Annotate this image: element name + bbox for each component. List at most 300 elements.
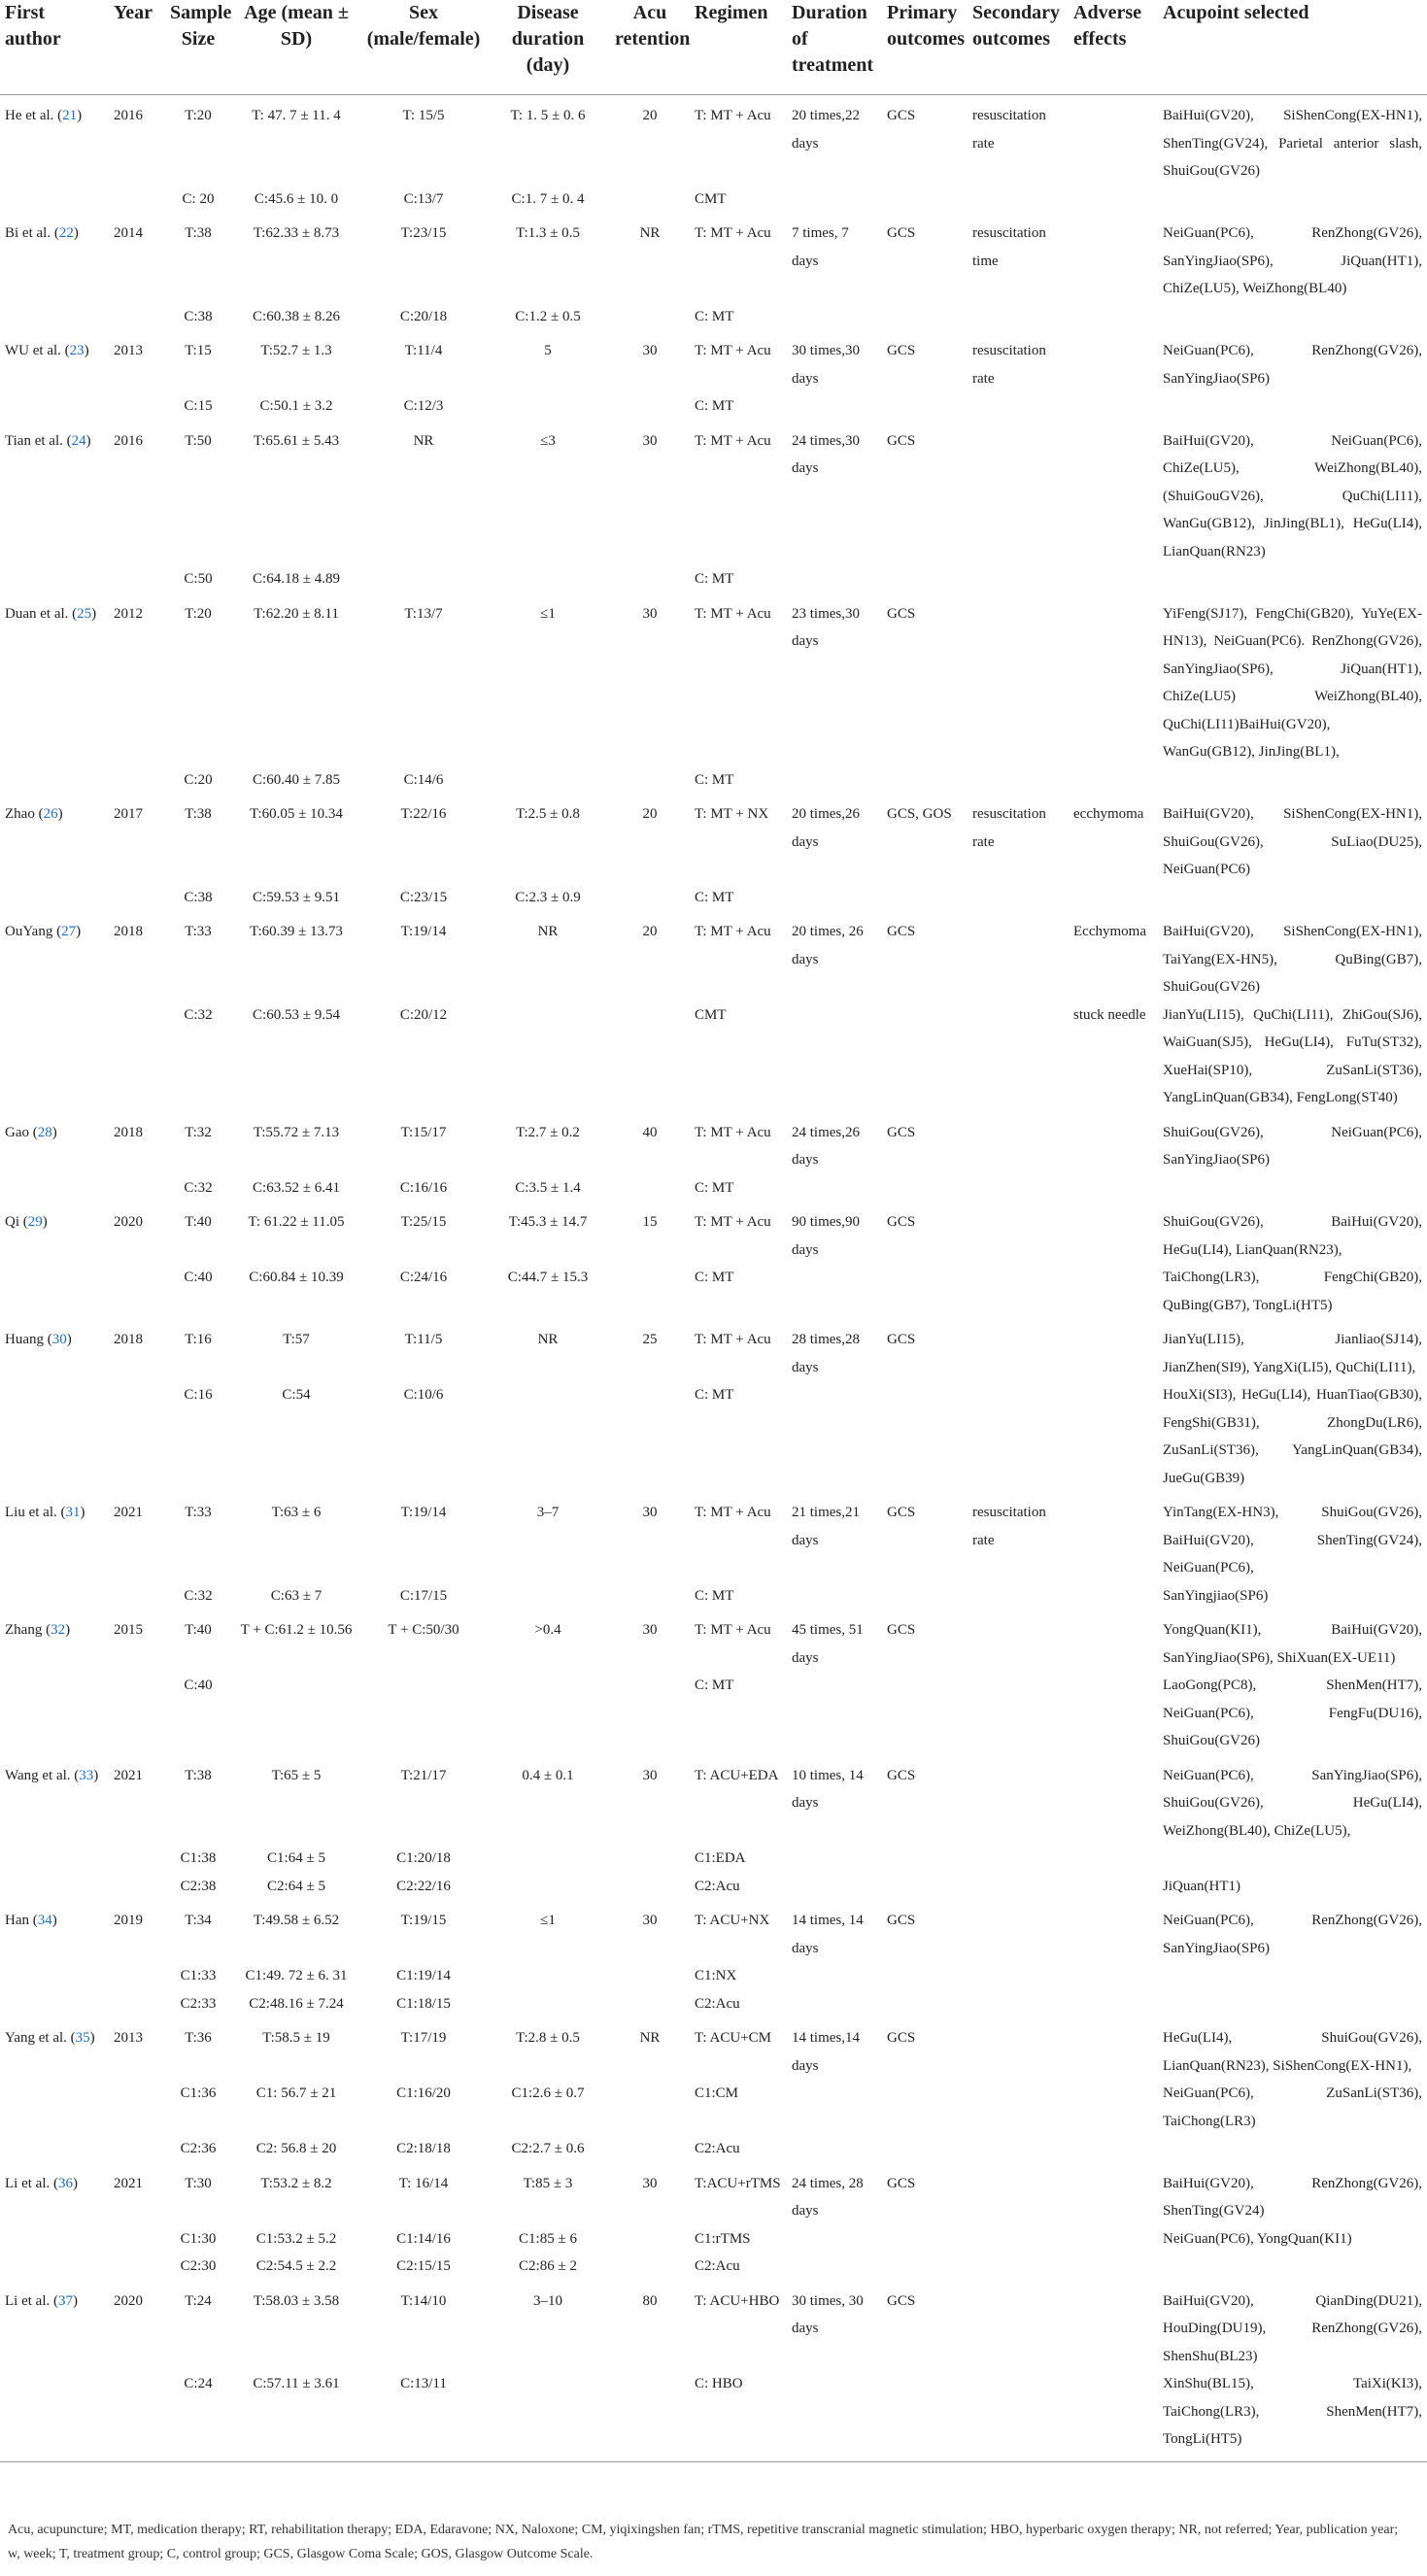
first-author-cell: [0, 1381, 109, 1492]
duration-treatment-cell: [787, 1873, 882, 1901]
duration-treatment-cell: [787, 186, 882, 214]
table-row: [0, 330, 1427, 392]
reference-link[interactable]: 22: [58, 225, 74, 241]
secondary-outcomes-cell: [968, 1381, 1069, 1492]
reference-link[interactable]: 25: [77, 605, 92, 622]
author-name: Li et al. (: [5, 2292, 58, 2309]
reference-link[interactable]: 35: [75, 2030, 90, 2046]
regimen-cell: T: MT + Acu: [695, 1622, 771, 1638]
sample-size-cell: T:20: [185, 605, 212, 622]
secondary-outcomes-cell: resuscitation rate: [972, 343, 1046, 387]
primary-outcomes-cell: GCS: [887, 1124, 916, 1140]
age-cell: [231, 1672, 361, 1755]
acu-retention-cell: [610, 2080, 690, 2135]
author-suffix: ): [85, 432, 91, 449]
age-cell: T:60.05 ± 10.34: [250, 806, 343, 822]
secondary-outcomes-cell: [968, 911, 1069, 1001]
author-name: OuYang (: [5, 924, 62, 939]
year-cell: [109, 1264, 165, 1319]
adverse-effects-cell: [1069, 1492, 1158, 1582]
duration-treatment-cell: 20 times,22 days: [792, 108, 860, 152]
adverse-effects-cell: [1069, 1202, 1158, 1264]
duration-treatment-cell: [787, 766, 882, 795]
sample-size-cell: T:33: [185, 924, 212, 939]
adverse-effects-cell: [1069, 1962, 1158, 1990]
reference-link[interactable]: 37: [57, 2292, 73, 2309]
sex-cell: C:16/16: [399, 1179, 448, 1196]
age-cell: C2:54.5 ± 2.2: [255, 2258, 337, 2274]
year-cell: [109, 1873, 165, 1901]
sex-cell: C:12/3: [403, 398, 444, 414]
sex-cell: C1:14/16: [396, 2230, 451, 2247]
adverse-effects-cell: [1069, 593, 1158, 766]
table-row: [0, 1492, 1427, 1582]
acupoints-cell: BaiHui(GV20), SiShenCong(EX-HN1), ShenTing(GV24), Parietal anterior slash, ShuiGou(GV26): [1163, 108, 1422, 179]
table-row: [0, 2135, 1427, 2163]
author-name: Qi (: [5, 1214, 28, 1230]
table-row: [0, 1900, 1427, 1962]
sex-cell: T:25/15: [400, 1214, 447, 1230]
column-header: Secondary outcomes: [968, 0, 1069, 95]
sample-size-cell: T:38: [185, 1767, 212, 1783]
table-row: [0, 1319, 1427, 1381]
reference-link[interactable]: 30: [51, 1332, 67, 1347]
reference-link[interactable]: 23: [69, 343, 85, 358]
author-name: Tian et al. (: [5, 432, 72, 449]
first-author-cell: [0, 2281, 109, 2371]
regimen-cell: C1:CM: [695, 2085, 739, 2101]
table-row: [0, 1990, 1427, 2018]
adverse-effects-cell: [1069, 1610, 1158, 1672]
regimen-cell: T: ACU+CM: [695, 2030, 771, 2046]
duration-treatment-cell: [787, 1990, 882, 2018]
column-header: Primary outcomes: [882, 0, 968, 95]
disease-duration-cell: T:2.5 ± 0.8: [516, 806, 580, 822]
secondary-outcomes-cell: [968, 1873, 1069, 1901]
acu-retention-cell: [610, 1990, 690, 2018]
duration-treatment-cell: 14 times,14 days: [792, 2030, 860, 2074]
disease-duration-cell: 3–7: [536, 1505, 560, 1520]
first-author-cell: [0, 1174, 109, 1203]
acu-retention-cell: [610, 2370, 690, 2461]
acu-retention-cell: NR: [639, 2030, 661, 2046]
disease-duration-cell: T:45.3 ± 14.7: [508, 1214, 588, 1230]
disease-duration-cell: T:1.3 ± 0.5: [516, 225, 580, 241]
author-name: Wang et al. (: [5, 1767, 80, 1783]
adverse-effects-cell: [1069, 421, 1158, 566]
first-author-cell: [0, 2253, 109, 2281]
duration-treatment-cell: [787, 1174, 882, 1203]
adverse-effects-cell: [1069, 884, 1158, 912]
adverse-effects-cell: [1069, 2080, 1158, 2135]
table-footnote: Acu, acupuncture; MT, medication therapy; RT, rehabilitation therapy; EDA, Edaravone; NX, Naloxone; CM, yiqixingshen fan; rTMS, repetitive transcranial magnetic stimulation; HBO, hyperbaric oxygen therapy; NR, not referred; Year, publication year; w, week; T, treatment group; C, control group; GCS, Glasgow Coma Scale; GOS, Glasgow Outcome Scale.: [8, 2523, 1399, 2561]
regimen-cell: T: MT + Acu: [695, 225, 771, 241]
age-cell: T + C:61.2 ± 10.56: [240, 1622, 353, 1638]
reference-link[interactable]: 21: [62, 108, 78, 123]
year-cell: 2018: [114, 1124, 143, 1140]
disease-duration-cell: C1:85 ± 6: [519, 2230, 577, 2247]
regimen-cell: C: MT: [695, 1387, 734, 1403]
acu-retention-cell: [610, 1845, 690, 1873]
sample-size-cell: C2:38: [180, 1878, 217, 1894]
adverse-effects-cell: [1069, 766, 1158, 795]
first-author-cell: [0, 2017, 109, 2080]
primary-outcomes-cell: GCS: [887, 432, 916, 449]
sex-cell: T:17/19: [400, 2030, 447, 2046]
duration-treatment-cell: 24 times,26 days: [792, 1124, 860, 1168]
sex-cell: C:24/16: [399, 1270, 448, 1285]
acu-retention-cell: [610, 1582, 690, 1610]
table-row: [0, 766, 1427, 795]
disease-duration-cell: [486, 766, 610, 795]
acupoints-cell: [1158, 392, 1427, 421]
sex-cell: T:23/15: [400, 225, 447, 241]
regimen-cell: C: HBO: [690, 2370, 787, 2461]
table-row: [0, 1202, 1427, 1264]
reference-link[interactable]: 31: [65, 1505, 81, 1520]
regimen-cell: C: MT: [695, 1270, 734, 1285]
adverse-effects-cell: [1069, 1319, 1158, 1381]
first-author-cell: [0, 1582, 109, 1610]
year-cell: 2021: [114, 1505, 143, 1520]
first-author-cell: [0, 1990, 109, 2018]
duration-treatment-cell: 30 times,30 days: [792, 343, 860, 387]
adverse-effects-cell: [1069, 1755, 1158, 1846]
sample-size-cell: T:40: [185, 1622, 212, 1638]
adverse-effects-cell: [1069, 186, 1158, 214]
disease-duration-cell: ≤3: [540, 432, 556, 449]
reference-link[interactable]: 34: [37, 1913, 52, 1928]
secondary-outcomes-cell: [968, 303, 1069, 331]
column-header: Sex (male/female): [361, 0, 486, 95]
year-cell: [109, 1962, 165, 1990]
age-cell: T:52.7 ± 1.3: [260, 343, 332, 358]
acupoints-cell: [1158, 565, 1427, 593]
regimen-cell: C1:rTMS: [695, 2230, 751, 2247]
disease-duration-cell: [486, 1873, 610, 1901]
adverse-effects-cell: ecchymoma: [1073, 806, 1144, 822]
acu-retention-cell: 30: [642, 1622, 658, 1638]
reference-link[interactable]: 32: [51, 1622, 66, 1638]
acupoints-cell: YiFeng(SJ17), FengChi(GB20), YuYe(EX-HN13), NeiGuan(PC6). RenZhong(GV26), SanYingJiao(SP6), JiQuan(HT1), ChiZe(LU5) WeiZhong(BL40), QuChi(LI11)BaiHui(GV20), WanGu(GB12), JinJing(BL1),: [1163, 605, 1422, 760]
primary-outcomes-cell: [882, 392, 968, 421]
sample-size-cell: T:20: [185, 108, 212, 123]
duration-treatment-cell: 90 times,90 days: [792, 1214, 860, 1258]
sex-cell: T:19/15: [400, 1913, 447, 1928]
table-row: [0, 392, 1427, 421]
secondary-outcomes-cell: [968, 1582, 1069, 1610]
column-header: Year: [109, 0, 165, 95]
duration-treatment-cell: [787, 1962, 882, 1990]
reference-link[interactable]: 24: [71, 432, 86, 449]
regimen-cell: T: ACU+EDA: [695, 1767, 779, 1783]
first-author-cell: [0, 1845, 109, 1873]
first-author-cell: [0, 213, 109, 303]
regimen-cell: T: ACU+HBO: [695, 2292, 780, 2309]
sex-cell: T: 15/5: [402, 108, 445, 123]
primary-outcomes-cell: [882, 1990, 968, 2018]
primary-outcomes-cell: GCS: [887, 2030, 916, 2046]
year-cell: [109, 2225, 165, 2254]
adverse-effects-cell: [1069, 2017, 1158, 2080]
secondary-outcomes-cell: [968, 2253, 1069, 2281]
year-cell: [109, 186, 165, 214]
first-author-cell: [0, 1962, 109, 1990]
year-cell: 2013: [114, 343, 143, 358]
primary-outcomes-cell: [882, 2225, 968, 2254]
year-cell: 2016: [114, 108, 143, 123]
reference-link[interactable]: 33: [79, 1767, 94, 1783]
acu-retention-cell: 30: [642, 1767, 658, 1783]
primary-outcomes-cell: GCS: [887, 343, 916, 358]
adverse-effects-cell: [1069, 2253, 1158, 2281]
secondary-outcomes-cell: [968, 1610, 1069, 1672]
table-row: [0, 421, 1427, 566]
acupoints-cell: BaiHui(GV20), NeiGuan(PC6), ChiZe(LU5), WeiZhong(BL40), (ShuiGouGV26), QuChi(LI11), WanGu(GB12), JinJing(BL1), HeGu(LI4), LianQuan(RN23): [1163, 432, 1422, 559]
author-suffix: ): [51, 1124, 57, 1140]
age-cell: C:45.6 ± 10. 0: [254, 190, 339, 207]
first-author-cell: [0, 884, 109, 912]
author-name: Zhao (: [5, 806, 44, 822]
table-row: [0, 1873, 1427, 1901]
first-author-cell: [0, 1319, 109, 1381]
reference-link[interactable]: 28: [37, 1124, 52, 1140]
sex-cell: T:13/7: [404, 605, 443, 622]
sex-cell: [361, 565, 486, 593]
acupoints-cell: JianYu(LI15), Jianliao(SJ14), JianZhen(SI9), YangXi(LI5), QuChi(LI11),: [1163, 1332, 1422, 1375]
regimen-cell: T: MT + Acu: [695, 1332, 771, 1347]
acu-retention-cell: [610, 186, 690, 214]
duration-treatment-cell: [787, 2135, 882, 2163]
duration-treatment-cell: 24 times, 28 days: [792, 2175, 864, 2219]
regimen-cell: T: MT + Acu: [695, 1214, 771, 1230]
secondary-outcomes-cell: [968, 186, 1069, 214]
sample-size-cell: T:34: [185, 1913, 212, 1928]
acupoints-cell: ShuiGou(GV26), BaiHui(GV20), HeGu(LI4), LianQuan(RN23),: [1163, 1214, 1422, 1258]
regimen-cell: C: MT: [695, 1678, 734, 1693]
adverse-effects-cell: [1069, 1900, 1158, 1962]
author-name: WU et al. (: [5, 343, 70, 358]
year-cell: [109, 1672, 165, 1755]
sample-size-cell: T:32: [185, 1124, 212, 1140]
age-cell: T:57: [283, 1332, 310, 1347]
year-cell: 2020: [114, 1214, 143, 1230]
age-cell: T:65 ± 5: [271, 1767, 322, 1783]
first-author-cell: [0, 911, 109, 1001]
secondary-outcomes-cell: [968, 2370, 1069, 2461]
sample-size-cell: C:32: [184, 1587, 213, 1604]
primary-outcomes-cell: GCS: [887, 1505, 916, 1520]
disease-duration-cell: [486, 1990, 610, 2018]
primary-outcomes-cell: GCS: [887, 225, 916, 241]
sex-cell: T:21/17: [400, 1767, 447, 1783]
secondary-outcomes-cell: resuscitation time: [972, 225, 1046, 269]
primary-outcomes-cell: [882, 1672, 968, 1755]
primary-outcomes-cell: [882, 1582, 968, 1610]
sample-size-cell: T:40: [185, 1214, 212, 1230]
primary-outcomes-cell: [882, 1174, 968, 1203]
duration-treatment-cell: 7 times, 7 days: [792, 225, 849, 269]
acu-retention-cell: 30: [642, 1505, 658, 1520]
acupoints-cell: [1158, 1845, 1427, 1873]
table-row: [0, 2253, 1427, 2281]
secondary-outcomes-cell: [968, 1001, 1069, 1112]
sex-cell: T:14/10: [400, 2292, 447, 2309]
primary-outcomes-cell: [882, 2370, 968, 2461]
sex-cell: C1:19/14: [396, 1968, 451, 1983]
sample-size-cell: T:50: [185, 432, 212, 449]
primary-outcomes-cell: GCS: [887, 108, 916, 123]
year-cell: [109, 1845, 165, 1873]
primary-outcomes-cell: [882, 1381, 968, 1492]
acupoints-cell: [1158, 2253, 1427, 2281]
reference-link[interactable]: 29: [27, 1214, 43, 1230]
table-row: [0, 884, 1427, 912]
secondary-outcomes-cell: [968, 884, 1069, 912]
table-row: [0, 2225, 1427, 2254]
adverse-effects-cell: [1069, 2370, 1158, 2461]
disease-duration-cell: 0.4 ± 0.1: [522, 1767, 574, 1783]
acu-retention-cell: [610, 1001, 690, 1112]
age-cell: C1:53.2 ± 5.2: [255, 2230, 337, 2247]
first-author-cell: [0, 794, 109, 884]
duration-treatment-cell: [787, 1381, 882, 1492]
adverse-effects-cell: [1069, 95, 1158, 186]
duration-treatment-cell: [787, 565, 882, 593]
primary-outcomes-cell: GCS: [887, 1913, 916, 1928]
disease-duration-cell: C2:2.7 ± 0.6: [511, 2141, 585, 2156]
acupoints-cell: HeGu(LI4), ShuiGou(GV26), LianQuan(RN23), SiShenCong(EX-HN1),: [1163, 2030, 1422, 2074]
regimen-cell: C: MT: [695, 571, 734, 587]
acu-retention-cell: [610, 1873, 690, 1901]
disease-duration-cell: T:2.8 ± 0.5: [516, 2030, 580, 2046]
disease-duration-cell: [486, 1001, 610, 1112]
disease-duration-cell: ≤1: [540, 1913, 556, 1928]
sex-cell: NR: [413, 432, 434, 449]
primary-outcomes-cell: GCS: [887, 1767, 916, 1783]
duration-treatment-cell: 30 times, 30 days: [792, 2292, 864, 2336]
acupoints-cell: YongQuan(KI1), BaiHui(GV20), SanYingJiao(SP6), ShiXuan(EX-UE11): [1163, 1622, 1422, 1666]
author-name: Zhang (: [5, 1622, 51, 1638]
sample-size-cell: C2:30: [180, 2258, 217, 2274]
year-cell: 2021: [114, 1767, 143, 1783]
disease-duration-cell: 5: [544, 343, 552, 358]
disease-duration-cell: [486, 1381, 610, 1492]
acu-retention-cell: [610, 392, 690, 421]
acupoints-cell: [1158, 766, 1427, 795]
adverse-effects-cell: [1069, 1672, 1158, 1755]
disease-duration-cell: [486, 2370, 610, 2461]
age-cell: C1:49. 72 ± 6. 31: [245, 1968, 348, 1983]
adverse-effects-cell: [1069, 1381, 1158, 1492]
duration-treatment-cell: [787, 2225, 882, 2254]
primary-outcomes-cell: [882, 2253, 968, 2281]
age-cell: T:65.61 ± 5.43: [253, 432, 340, 449]
first-author-cell: [0, 2370, 109, 2461]
first-author-cell: [0, 1873, 109, 1901]
age-cell: C:54: [282, 1387, 311, 1403]
acu-retention-cell: 40: [642, 1124, 658, 1140]
sex-cell: C1:18/15: [396, 1995, 451, 2012]
regimen-cell: T: MT + Acu: [695, 605, 771, 622]
column-header: Regimen: [690, 0, 787, 95]
primary-outcomes-cell: [882, 2135, 968, 2163]
age-cell: C:59.53 ± 9.51: [253, 889, 340, 905]
author-suffix: ): [42, 1214, 48, 1230]
acupoints-cell: [1158, 303, 1427, 331]
column-header: Acu retention: [610, 0, 690, 95]
acupoints-cell: JiQuan(HT1): [1163, 1878, 1240, 1894]
reference-link[interactable]: 26: [43, 806, 58, 822]
first-author-cell: [0, 1112, 109, 1174]
primary-outcomes-cell: [882, 1873, 968, 1901]
table-row: [0, 565, 1427, 593]
first-author-cell: [0, 2080, 109, 2135]
disease-duration-cell: T: 1. 5 ± 0. 6: [510, 108, 586, 123]
sample-size-cell: T:30: [185, 2175, 212, 2191]
sample-size-cell: C:20: [184, 771, 213, 788]
sample-size-cell: T:16: [185, 1332, 212, 1347]
table-row: [0, 2017, 1427, 2080]
author-name: Yang et al. (: [5, 2030, 76, 2046]
acu-retention-cell: [610, 1264, 690, 1319]
sample-size-cell: C:32: [184, 1179, 213, 1196]
column-header: Disease duration (day): [486, 0, 610, 95]
first-author-cell: [0, 392, 109, 421]
table-row: [0, 2080, 1427, 2135]
sample-size-cell: C1:38: [180, 1850, 217, 1866]
acu-retention-cell: [610, 303, 690, 331]
acu-retention-cell: 20: [642, 806, 658, 822]
primary-outcomes-cell: [882, 1962, 968, 1990]
year-cell: [109, 2253, 165, 2281]
year-cell: 2020: [114, 2292, 143, 2309]
age-cell: T:53.2 ± 8.2: [260, 2175, 332, 2191]
age-cell: T:55.72 ± 7.13: [253, 1124, 340, 1140]
duration-treatment-cell: [787, 1264, 882, 1319]
acupoints-cell: TaiChong(LR3), FengChi(GB20), QuBing(GB7), TongLi(HT5): [1163, 1270, 1422, 1313]
sex-cell: T:15/17: [400, 1124, 447, 1140]
sex-cell: C:23/15: [399, 889, 448, 905]
adverse-effects-cell: [1069, 1112, 1158, 1174]
author-name: He et al. (: [5, 108, 63, 123]
regimen-cell: CMT: [695, 1006, 727, 1023]
acu-retention-cell: [610, 2135, 690, 2163]
table-row: [0, 1962, 1427, 1990]
sex-cell: T:11/4: [404, 343, 443, 358]
year-cell: 2013: [114, 2030, 143, 2046]
sample-size-cell: T:15: [185, 343, 212, 358]
sample-size-cell: C:38: [184, 308, 213, 324]
table-row: [0, 1264, 1427, 1319]
secondary-outcomes-cell: resuscitation rate: [972, 806, 1046, 850]
adverse-effects-cell: [1069, 565, 1158, 593]
author-suffix: ): [66, 1332, 72, 1347]
reference-link[interactable]: 36: [57, 2175, 73, 2191]
duration-treatment-cell: [787, 884, 882, 912]
author-suffix: ): [84, 343, 89, 358]
age-cell: C2:64 ± 5: [267, 1878, 325, 1894]
age-cell: C:60.53 ± 9.54: [253, 1006, 340, 1023]
first-author-cell: [0, 593, 109, 766]
reference-link[interactable]: 27: [61, 924, 77, 939]
year-cell: [109, 1990, 165, 2018]
acupoints-cell: JianYu(LI15), QuChi(LI11), ZhiGou(SJ6), WaiGuan(SJ5), HeGu(LI4), FuTu(ST32), XueHai(SP10), ZuSanLi(ST36), YangLinQuan(GB34), FengLong(ST40): [1163, 1006, 1422, 1105]
primary-outcomes-cell: GCS, GOS: [887, 806, 952, 822]
disease-duration-cell: C:1.2 ± 0.5: [515, 308, 581, 324]
year-cell: [109, 392, 165, 421]
adverse-effects-cell: [1069, 392, 1158, 421]
